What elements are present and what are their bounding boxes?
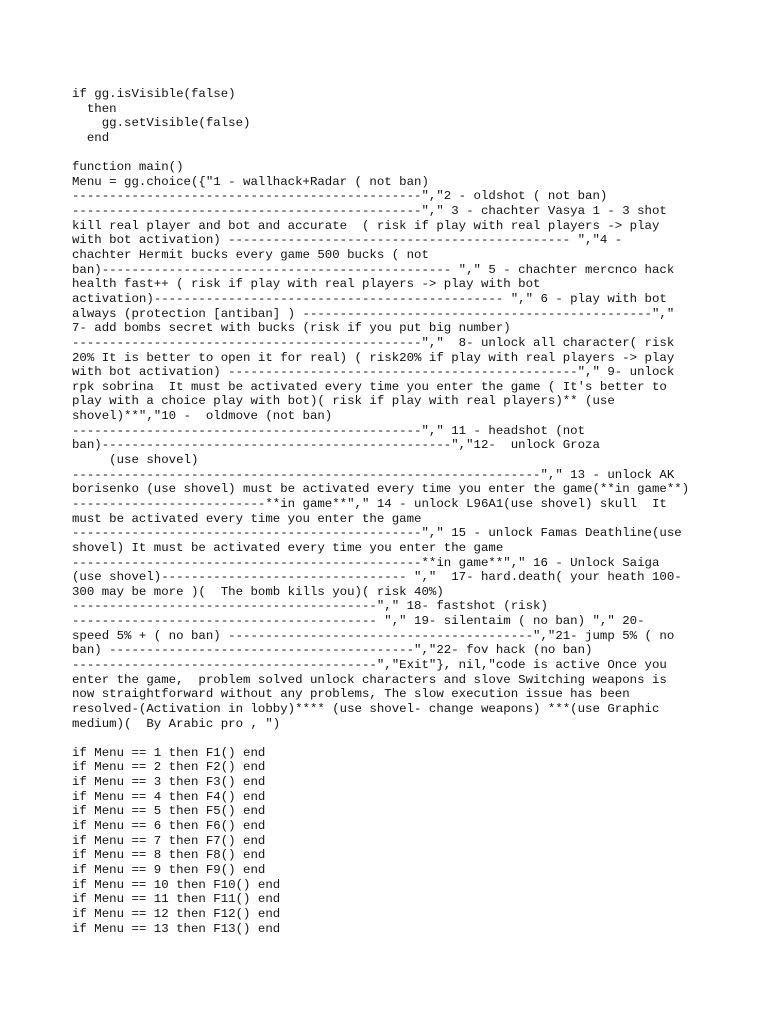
code-line: shovel)**","10 - oldmove (not ban) (72, 409, 333, 424)
code-line: ban) -----------------------------------------","22- fov hack (no ban) (72, 643, 593, 658)
code-line: if gg.isVisible(false) (72, 87, 236, 101)
code-line: ban)-----------------------------------------------","12- unlock Groza (72, 438, 600, 453)
code-line: -----------------------------------------"," 18- fastshot (risk) (72, 599, 548, 614)
code-line: always (protection [antiban] ) -----------------------------------------------"," (72, 306, 675, 321)
code-line: -----------------------------------------","Exit"}, nil,"code is active Once you (72, 657, 667, 672)
code-line: ----------------------------------------- "," 19- silentaim ( no ban) "," 20- (72, 614, 645, 629)
code-line: end (72, 130, 110, 145)
code-line: must be activated every time you enter the game (72, 511, 422, 526)
code-line: 7- add bombs secret with bucks (risk if you put big number) (72, 321, 511, 336)
code-line: with bot activation) ---------------------------------------------- ","4 - (72, 233, 623, 248)
code-line: chachter Hermit bucks every game 500 bucks ( not (72, 248, 429, 263)
code-line: kill real player and bot and accurate ( risk if play with real players -> play (72, 218, 660, 233)
code-line: --------------------------**in game**"," 14 - unlock L96A1(use shovel) skull It (72, 496, 667, 511)
code-line: ban)----------------------------------------------- "," 5 - chachter mercnco hack (72, 262, 675, 277)
code-line: enter the game, problem solved unlock characters and slove Switching weapons is (72, 672, 667, 687)
code-line: if Menu == 6 then F6() end (72, 819, 266, 834)
code-line (72, 146, 712, 161)
code-line: if Menu == 11 then F11() end (72, 892, 281, 907)
code-line: if Menu == 2 then F2() end (72, 760, 266, 775)
code-line: gg.setVisible(false) (72, 116, 251, 131)
code-line: (use shovel)--------------------------------- "," 17- hard.death( your heath 100- (72, 570, 682, 585)
code-line: if Menu == 1 then F1() end (72, 745, 266, 760)
code-line: if Menu == 12 then F12() end (72, 906, 281, 921)
code-line: medium)( By Arabic pro , ") (72, 716, 281, 731)
code-line: health fast++ ( risk if play with real players -> play with bot (72, 277, 541, 292)
code-line: if Menu == 3 then F3() end (72, 775, 266, 790)
code-line: now straightforward without any problems, The slow execution issue has been (72, 687, 630, 702)
code-line: if Menu == 4 then F4() end (72, 789, 266, 804)
code-line: if Menu == 10 then F10() end (72, 877, 281, 892)
code-line: if Menu == 5 then F5() end (72, 804, 266, 819)
code-line: Menu = gg.choice({"1 - wallhack+Radar ( not ban) (72, 174, 429, 189)
code-line: with bot activation) -----------------------------------------------"," 9- unlock (72, 365, 675, 380)
code-line: activation)----------------------------------------------- "," 6 - play with bot (72, 291, 667, 306)
code-line: play with a choice play with bot)( risk if play with real players)** (use (72, 394, 615, 409)
code-line: speed 5% + ( no ban) -----------------------------------------","21- jump 5% ( no (72, 628, 675, 643)
code-line: if Menu == 8 then F8() end (72, 848, 266, 863)
code-line: if Menu == 7 then F7() end (72, 833, 266, 848)
code-line: rpk sobrina It must be activated every time you enter the game ( It's better to (72, 379, 667, 394)
code-line: then (72, 101, 117, 116)
code-line: resolved-(Activation in lobby)**** (use shovel- change weapons) ***(use Graphic (72, 701, 660, 716)
code-line: -----------------------------------------------"," 8- unlock all character( risk (72, 335, 675, 350)
document-page (72, 87, 712, 936)
code-line: shovel) It must be activated every time you enter the game (72, 540, 504, 555)
code-line: ---------------------------------------------------------------"," 13 - unlock AK (72, 467, 675, 482)
code-line: -----------------------------------------------"," 3 - chachter Vasya 1 - 3 shot (72, 204, 667, 219)
code-line (72, 731, 712, 746)
code-line: if Menu == 9 then F9() end (72, 862, 266, 877)
code-line: -----------------------------------------------"," 15 - unlock Famas Deathline(use (72, 526, 682, 541)
code-line: -----------------------------------------------"," 11 - headshot (not (72, 423, 586, 438)
code-line: -----------------------------------------------","2 - oldshot ( not ban) (72, 189, 608, 204)
code-line: function main() (72, 160, 184, 175)
code-line: 300 may be more )( The bomb kills you)( risk 40%) (72, 584, 444, 599)
code-line: -----------------------------------------------**in game**"," 16 - Unlock Saiga (72, 555, 660, 570)
code-line: 20% It is better to open it for real) ( risk20% if play with real players -> play (72, 350, 675, 365)
code-line: if Menu == 13 then F13() end (72, 921, 281, 936)
code-line: borisenko (use shovel) must be activated every time you enter the game(**in game**) (72, 482, 690, 497)
code-line: (use shovel) (72, 453, 199, 468)
